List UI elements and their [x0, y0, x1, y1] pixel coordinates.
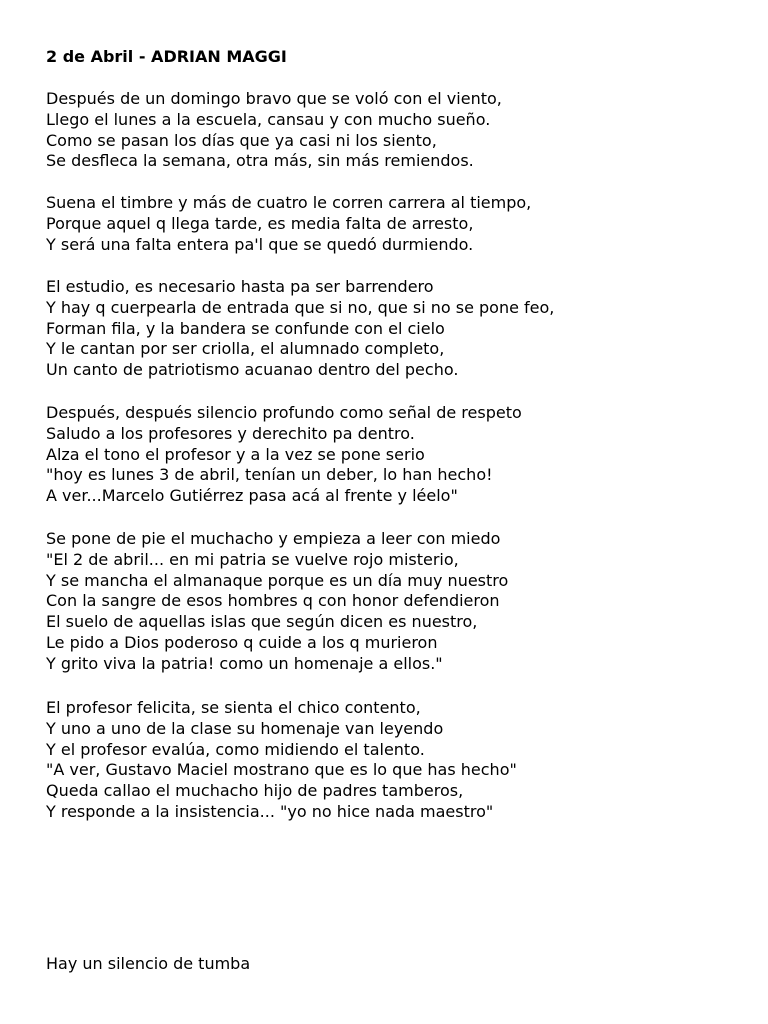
verse-line: Y el profesor evalúa, como midiendo el talento.	[46, 739, 425, 759]
verse-line: El profesor felicita, se sienta el chico contento,	[46, 698, 421, 717]
verse-line: Y uno a uno de la clase su homenaje van leyendo	[46, 718, 444, 738]
verse-line: Suena el timbre y más de cuatro le corren carrera al tiempo,	[46, 193, 532, 212]
verse-line: El estudio, es necesario hasta pa ser barrendero	[46, 277, 434, 296]
verse-line: Porque aquel q llega tarde, es media falta de arresto,	[46, 213, 474, 233]
verse-line: Forman fila, y la bandera se confunde con el cielo	[46, 318, 445, 338]
stanza-2	[46, 193, 531, 255]
stanza-1	[46, 89, 502, 172]
closing-line: Hay un silencio de tumba	[46, 954, 251, 973]
verse-line: "hoy es lunes 3 de abril, tenían un deber, lo han hecho!	[46, 465, 493, 485]
stanza-5	[46, 529, 508, 675]
verse-line: Y le cantan por ser criolla, el alumnado completo,	[46, 339, 445, 359]
verse-line: Y responde a la insistencia... "yo no hice nada maestro"	[46, 801, 494, 821]
poem-title: 2 de Abril - ADRIAN MAGGI	[46, 47, 287, 66]
verse-line: Alza el tono el profesor y a la vez se pone serio	[46, 444, 425, 464]
verse-line: Queda callao el muchacho hijo de padres tamberos,	[46, 781, 464, 801]
verse-line: Le pido a Dios poderoso q cuide a los q murieron	[46, 632, 438, 652]
verse-line: Saludo a los profesores y derechito pa dentro.	[46, 423, 415, 443]
verse-line: Un canto de patriotismo acuanao dentro del pecho.	[46, 360, 459, 380]
verse-line: El suelo de aquellas islas que según dicen es nuestro,	[46, 612, 478, 632]
verse-line: Se pone de pie el muchacho y empieza a leer con miedo	[46, 529, 501, 548]
verse-line: Como se pasan los días que ya casi ni los siento,	[46, 130, 437, 150]
verse-line: Y hay q cuerpearla de entrada que si no, que si no se pone feo,	[46, 297, 555, 317]
verse-line: Llego el lunes a la escuela, cansau y con mucho sueño.	[46, 109, 491, 129]
verse-line: Y se mancha el almanaque porque es un día muy nuestro	[46, 570, 509, 590]
verse-line: A ver...Marcelo Gutiérrez pasa acá al frente y léelo"	[46, 486, 458, 506]
verse-line: Después de un domingo bravo que se voló con el viento,	[46, 89, 502, 108]
verse-line: "A ver, Gustavo Maciel mostrano que es lo que has hecho"	[46, 760, 517, 780]
stanza-6	[46, 698, 517, 823]
verse-line: Y será una falta entera pa'l que se quedó durmiendo.	[46, 234, 474, 254]
verse-line: Se desfleca la semana, otra más, sin más remiendos.	[46, 151, 474, 171]
verse-line: Después, después silencio profundo como señal de respeto	[46, 403, 522, 422]
stanza-3	[46, 277, 554, 381]
stanza-4	[46, 403, 522, 507]
verse-line: "El 2 de abril... en mi patria se vuelve rojo misterio,	[46, 549, 459, 569]
verse-line: Y grito viva la patria! como un homenaje a ellos."	[46, 653, 443, 673]
verse-line: Con la sangre de esos hombres q con honor defendieron	[46, 591, 500, 611]
